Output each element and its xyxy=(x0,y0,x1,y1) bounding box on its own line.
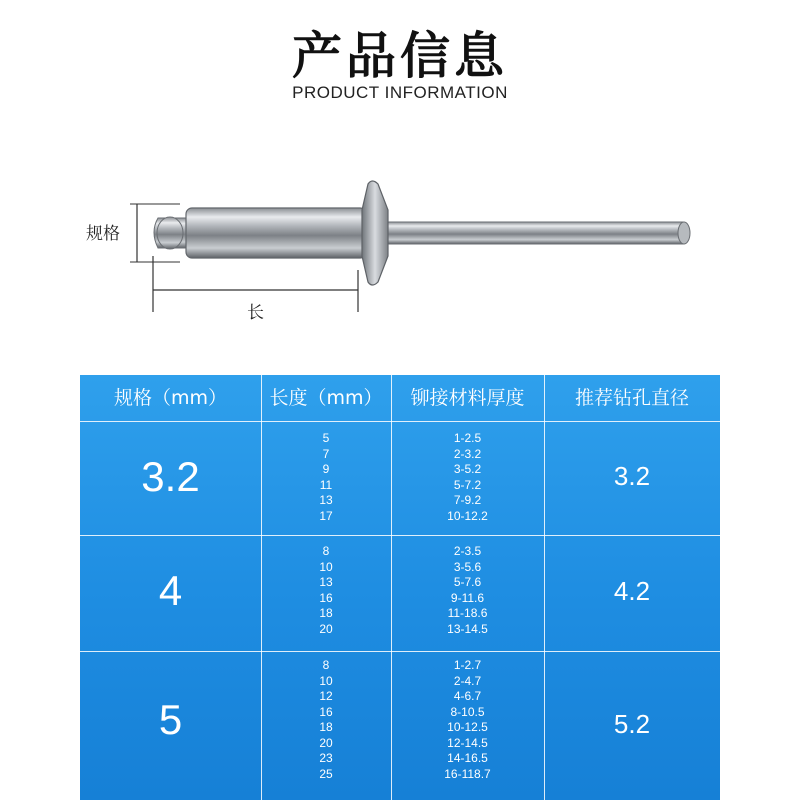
length-list xyxy=(261,544,391,637)
thickness-item: 4-6.7 xyxy=(453,689,482,703)
rivet-body xyxy=(186,208,366,258)
length-item: 7 xyxy=(322,446,330,461)
thickness-item: 2-3.2 xyxy=(453,446,482,461)
spec-value: 5 xyxy=(158,696,183,743)
thickness-item: 1-2.5 xyxy=(453,431,482,445)
thickness-item: 14-16.5 xyxy=(447,751,488,765)
length-item: 20 xyxy=(319,621,333,636)
length-item: 8 xyxy=(322,544,330,558)
header-length: 长度（mm） xyxy=(269,387,383,409)
drill-diameter-value: 4.2 xyxy=(613,576,651,606)
thickness-item: 2-3.5 xyxy=(453,544,482,558)
thickness-item: 3-5.6 xyxy=(453,559,482,574)
length-item: 10 xyxy=(319,559,333,574)
length-item: 12 xyxy=(319,689,333,703)
table-row-group xyxy=(80,421,720,535)
length-item: 18 xyxy=(319,606,333,620)
rivet-diagram xyxy=(0,170,800,340)
thickness-item: 5-7.2 xyxy=(453,477,482,492)
thickness-item: 7-9.2 xyxy=(453,493,482,507)
thickness-item: 3-5.2 xyxy=(453,462,482,476)
thickness-item: 1-2.7 xyxy=(453,658,482,672)
length-item: 25 xyxy=(319,766,333,781)
spec-value: 3.2 xyxy=(141,453,200,500)
length-item: 16 xyxy=(319,590,333,605)
drill-diameter-value: 5.2 xyxy=(613,709,651,739)
rivet-flange xyxy=(362,181,388,285)
length-item: 8 xyxy=(322,658,330,672)
length-item: 16 xyxy=(319,704,333,719)
length-item: 13 xyxy=(319,493,333,507)
thickness-item: 10-12.2 xyxy=(447,508,488,523)
page-subtitle: PRODUCT INFORMATION xyxy=(292,83,508,102)
table-row-group xyxy=(80,651,720,800)
table-header-row xyxy=(80,375,720,421)
spec-table xyxy=(80,375,720,800)
length-list xyxy=(261,431,391,524)
thickness-item: 8-10.5 xyxy=(450,704,485,719)
length-list xyxy=(261,658,391,782)
table-row-group xyxy=(80,535,720,651)
length-dimension-label: 长 xyxy=(247,303,264,323)
length-item: 9 xyxy=(322,462,330,476)
length-item: 5 xyxy=(322,431,330,445)
length-item: 18 xyxy=(319,720,333,734)
thickness-item: 13-14.5 xyxy=(447,621,488,636)
rivet-mandrel xyxy=(382,222,687,244)
thickness-item: 16-118.7 xyxy=(444,766,491,781)
thickness-item: 12-14.5 xyxy=(447,735,488,750)
length-item: 11 xyxy=(319,477,333,492)
thickness-item: 11-18.6 xyxy=(447,606,488,620)
length-item: 23 xyxy=(319,751,333,765)
length-item: 17 xyxy=(319,508,333,523)
thickness-item: 5-7.6 xyxy=(453,575,482,589)
spec-value: 4 xyxy=(158,567,183,614)
spec-dimension-label: 规格 xyxy=(86,224,120,244)
page-title: 产品信息 xyxy=(292,27,508,85)
header-spec: 规格（mm） xyxy=(113,387,228,409)
thickness-item: 2-4.7 xyxy=(453,673,482,688)
thickness-list xyxy=(391,431,544,524)
length-item: 13 xyxy=(319,575,333,589)
thickness-list xyxy=(391,658,544,782)
thickness-item: 9-11.6 xyxy=(450,590,485,605)
header-drill-diameter: 推荐钻孔直径 xyxy=(574,387,689,409)
drill-diameter-value: 3.2 xyxy=(613,461,651,491)
thickness-item: 10-12.5 xyxy=(447,720,488,734)
header-thickness: 铆接材料厚度 xyxy=(410,387,525,409)
length-item: 20 xyxy=(319,735,333,750)
length-item: 10 xyxy=(319,673,333,688)
thickness-list xyxy=(391,544,544,637)
